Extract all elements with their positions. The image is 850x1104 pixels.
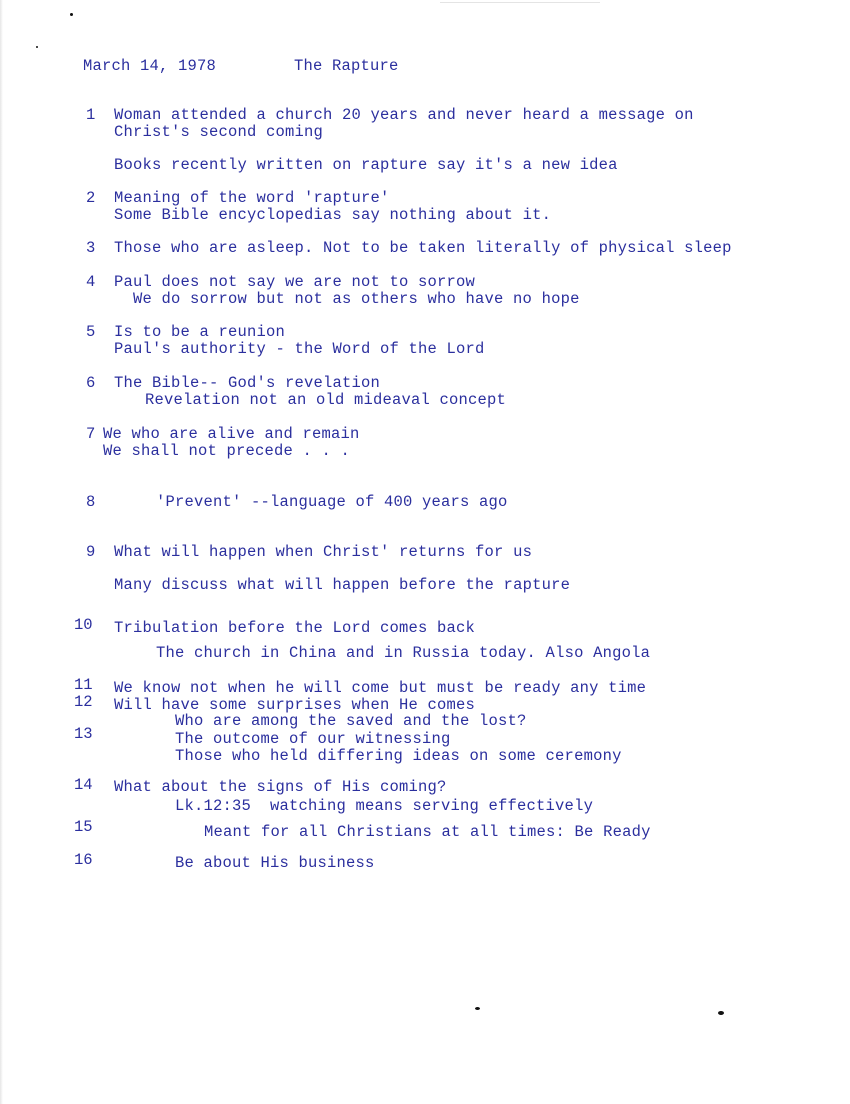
item-number: 4 — [86, 273, 96, 291]
item-number: 7 — [86, 425, 96, 443]
item-line: We who are alive and remain — [103, 425, 360, 443]
item-line: 'Prevent' --language of 400 years ago — [156, 493, 508, 511]
item-line: Paul's authority - the Word of the Lord — [114, 340, 485, 358]
item-line: What about the signs of His coming? — [114, 778, 447, 796]
item-line: Christ's second coming — [114, 123, 324, 141]
page-title: The Rapture — [294, 57, 399, 75]
item-line: Books recently written on rapture say it's a new idea — [114, 156, 618, 174]
item-line: Those who held differing ideas on some ceremony — [175, 747, 622, 765]
item-number: 2 — [86, 189, 96, 207]
item-line: The outcome of our witnessing — [175, 730, 451, 748]
item-number: 13 — [74, 725, 93, 743]
item-number: 16 — [74, 851, 93, 869]
item-line: Woman attended a church 20 years and never heard a message on — [114, 106, 694, 124]
item-line: Those who are asleep. Not to be taken literally of physical sleep — [114, 239, 732, 257]
top-scan-mark — [440, 2, 600, 3]
item-line: We do sorrow but not as others who have no hope — [133, 290, 580, 308]
item-number: 11 — [74, 676, 93, 694]
item-number: 9 — [86, 543, 96, 561]
page-date: March 14, 1978 — [83, 57, 217, 75]
item-line: The church in China and in Russia today. Also Angola — [156, 644, 651, 662]
item-line: Paul does not say we are not to sorrow — [114, 273, 476, 291]
item-number: 8 — [86, 493, 96, 511]
scan-speck — [718, 1011, 724, 1015]
scan-speck — [70, 13, 73, 16]
item-line: Many discuss what will happen before the rapture — [114, 576, 571, 594]
page-edge-shadow — [0, 0, 3, 1104]
item-line: We shall not precede . . . — [103, 442, 351, 460]
item-line: We know not when he will come but must be ready any time — [114, 679, 647, 697]
item-number: 3 — [86, 239, 96, 257]
item-line: Be about His business — [175, 854, 375, 872]
item-line: What will happen when Christ' returns for us — [114, 543, 533, 561]
item-number: 10 — [74, 616, 93, 634]
item-line: Meaning of the word 'rapture' — [114, 189, 390, 207]
item-line: Some Bible encyclopedias say nothing about it. — [114, 206, 552, 224]
item-number: 15 — [74, 818, 93, 836]
item-line: Is to be a reunion — [114, 323, 286, 341]
item-line: Revelation not an old mideaval concept — [145, 391, 507, 409]
item-line: Tribulation before the Lord comes back — [114, 619, 476, 637]
item-number: 5 — [86, 323, 96, 341]
item-number: 1 — [86, 106, 96, 124]
scan-speck — [475, 1007, 480, 1010]
item-line: The Bible-- God's revelation — [114, 374, 381, 392]
item-number: 6 — [86, 374, 96, 392]
item-line: Meant for all Christians at all times: Be Ready — [204, 823, 651, 841]
item-number: 12 — [74, 693, 93, 711]
item-line: Lk.12:35 watching means serving effectively — [175, 797, 594, 815]
item-line: Who are among the saved and the lost? — [175, 712, 527, 730]
item-line: Will have some surprises when He comes — [114, 696, 476, 714]
scan-speck — [36, 46, 38, 48]
item-number: 14 — [74, 776, 93, 794]
